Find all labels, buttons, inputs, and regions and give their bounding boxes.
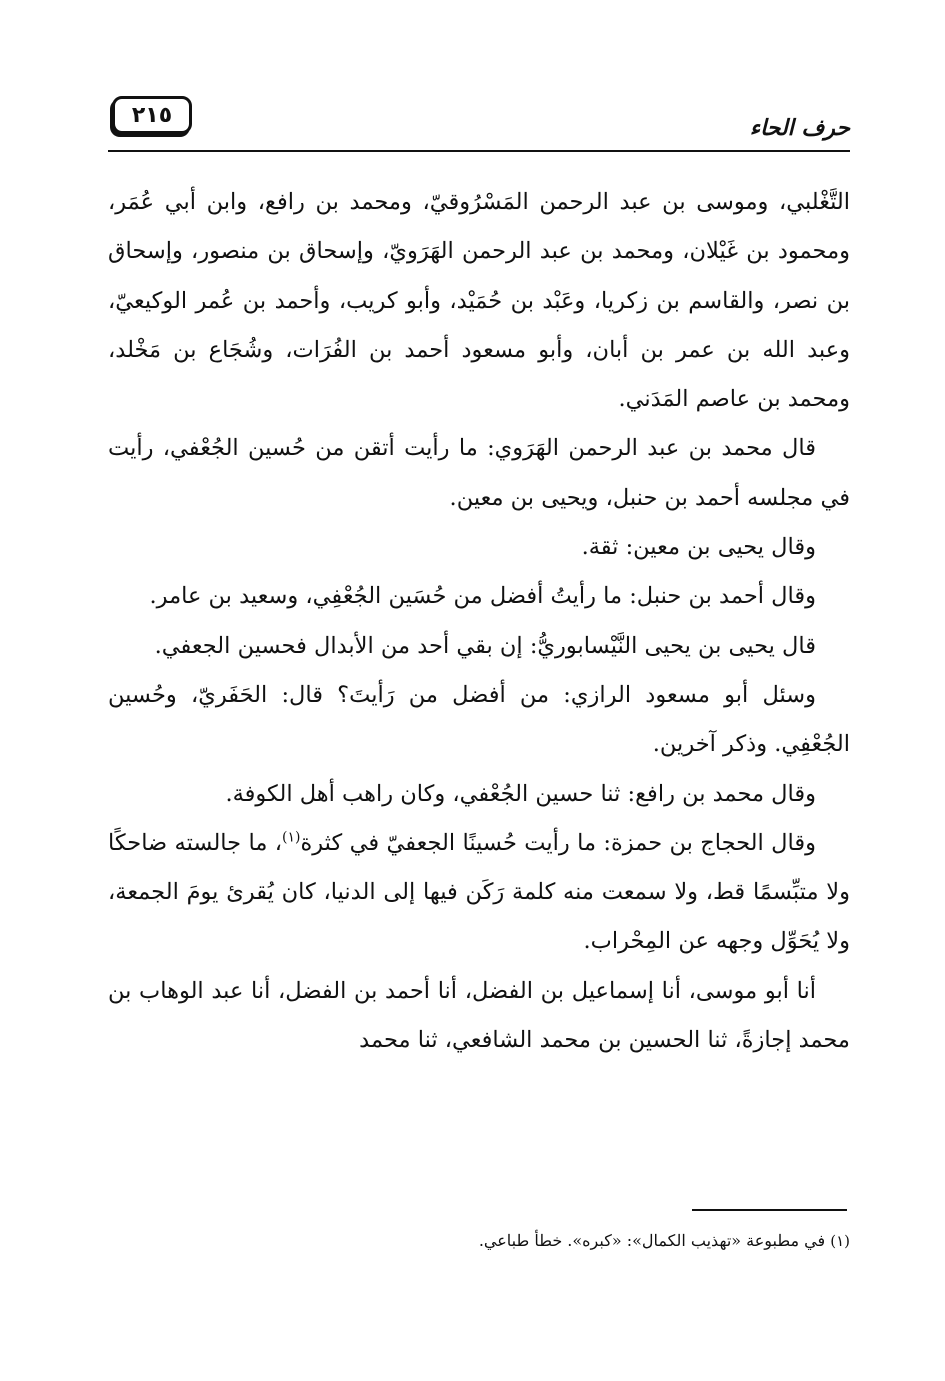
header-rule [108,150,850,152]
footnote-reference: (١) [282,829,301,846]
page-header [108,88,850,152]
body-text [108,178,850,1065]
footnote-text: في مطبوعة «تهذيب الكمال»: «كبره». خطأ طباعي. [478,1231,826,1250]
paragraph-hajjaj [108,819,850,967]
page-number: ٢١٥ [112,96,192,134]
paragraph-hajjaj-rest: ، ما جالسته ضاحكًا ولا متبِّسمًا قط، ولا سمعت منه كلمة رَكَن فيها إلى الدنيا، كان يُقرئ يومَ الجمعة، ولا يُحَوِّل وجهه عن المِحْراب. [108,829,850,955]
paragraph-isnad: أنا أبو موسى، أنا إسماعيل بن الفضل، أنا أحمد بن الفضل، أنا عبد الوهاب بن محمد إجازةً، ثنا الحسين بن محمد الشافعي، ثنا محمد [108,977,850,1054]
paragraph-ibn-maeen: وقال يحيى بن معين: ثقة. [581,534,816,561]
footnote-rule [692,1209,847,1211]
paragraph-hajjaj-start: وقال الحجاج بن حمزة: ما رأيت حُسينًا الجعفيّ في كثرة [300,829,816,856]
paragraph-ahmad: وقال أحمد بن حنبل: ما رأيتُ أفضل من حُسَين الجُعْفِي، وسعيد بن عامر. [149,583,816,610]
paragraph-harawi: قال محمد بن عبد الرحمن الهَرَوي: ما رأيت أتقن من حُسين الجُعْفي، رأيت في مجلسه أحمد بن حنبل، ويحيى بن معين. [108,435,850,511]
running-title: حرف الحاء [749,116,850,141]
paragraph-narrators: التَّغْلبي، وموسى بن عبد الرحمن المَسْرُوقيّ، ومحمد بن رافع، وابن أبي عُمَر، ومحمود بن غَيْلان، ومحمد بن عبد الرحمن الهَرَويّ، وإسحاق بن منصور، وإسحاق بن نصر، والقاسم بن زكريا، وعَبْد بن حُمَيْد، وأبو كريب، وأحمد بن عُمر الوكيعيّ، وعبد الله بن عمر بن أبان، وأبو مسعود أحمد بن الفُرَات، وشُجَاع بن مَخْلد، ومحمد بن عاصم المَدَني. [108,189,850,413]
paragraph-razi: وسئل أبو مسعود الرازي: من أفضل من رَأيتَ؟ قال: الحَفَريّ، وحُسين الجُعْفِي. وذكر آخرين. [108,681,850,758]
footnote [108,1228,850,1254]
paragraph-ibn-rafi: وقال محمد بن رافع: ثنا حسين الجُعْفي، وكان راهب أهل الكوفة. [225,780,816,807]
paragraph-naysaburi: قال يحيى بن يحيى النَّيْسابوريُّ: إن بقي أحد من الأبدال فحسين الجعفي. [154,632,816,659]
footnote-marker: (١) [830,1232,850,1250]
